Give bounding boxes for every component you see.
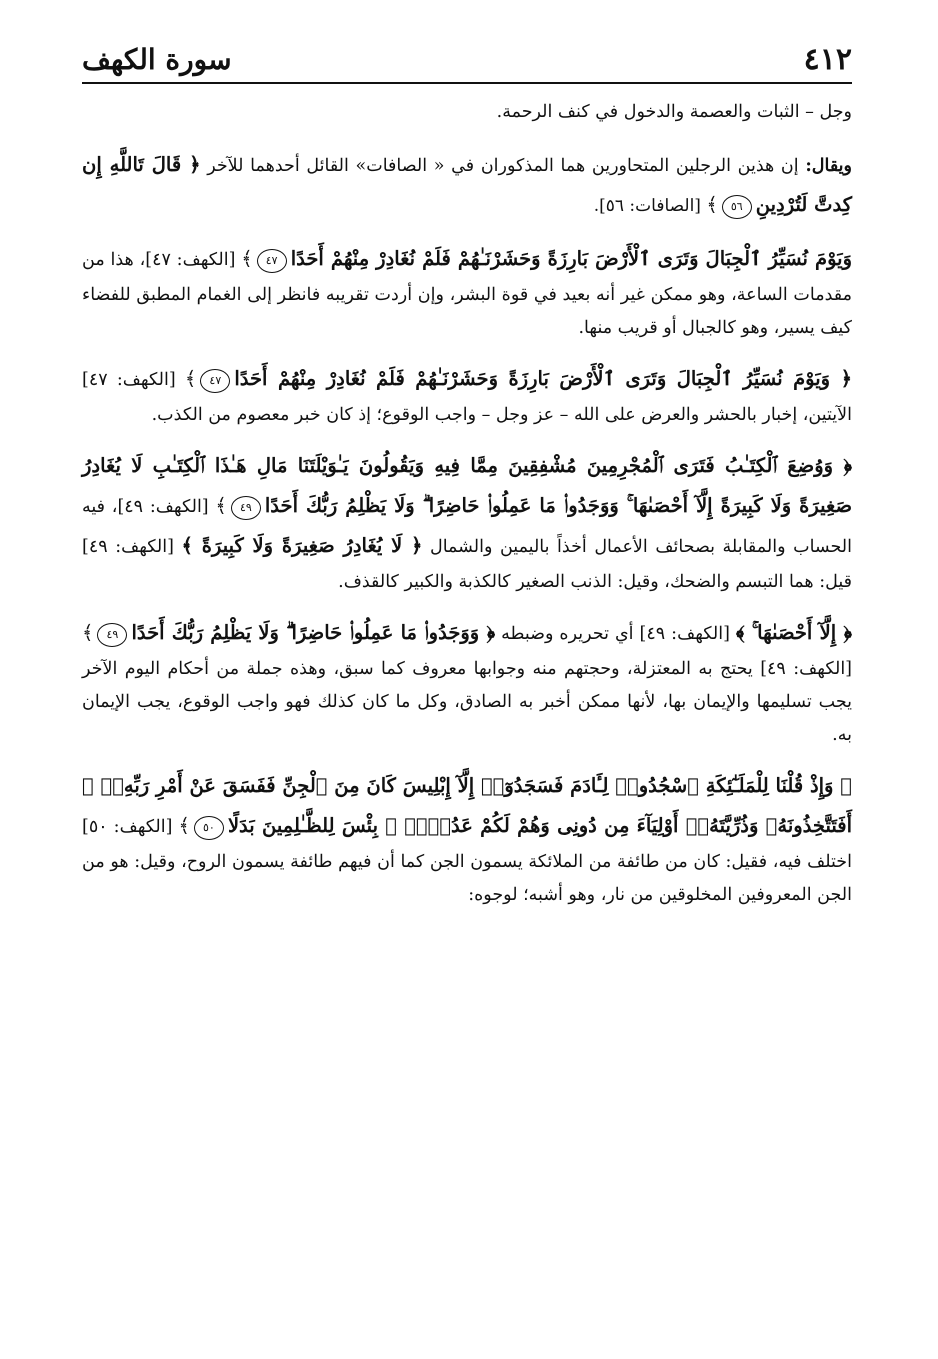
- paragraph-text: [الكهف: ٤٩] قيل: هما التبسم والضحك، وقيل: الذنب الصغير كالكذبة والكبير كالقذف.: [82, 537, 852, 592]
- quran-verse: ﴿ وَإِذْ قُلْنَا لِلْمَلَـٰٓئِكَةِ ٱسْجُدُوا۟ لِـَٔادَمَ فَسَجَدُوٓا۟ إِلَّآ إِبْلِيسَ كَانَ مِنَ ٱلْجِنِّ فَفَسَقَ عَنْ أَمْرِ رَبِّهِۦٓ ۗ أَفَتَتَّخِذُونَهُۥ وَذُرِّيَّتَهُۥٓ أَوْلِيَآءَ مِن دُونِى وَهُمْ لَكُمْ عَدُوٌّۢ ۚ بِئْسَ لِلظَّـٰلِمِينَ بَدَلًا: [82, 774, 853, 837]
- page-body: [82, 96, 852, 912]
- quran-verse-inline: ﴿ لَا يُغَادِرُ صَغِيرَةً وَلَا كَبِيرَةً ﴾: [181, 534, 423, 557]
- verse-close-bracket: ﴾: [241, 247, 253, 270]
- verse-number-marker: ٥٠: [194, 816, 224, 840]
- page-number: ٤١٢: [803, 42, 852, 77]
- verse-number-marker: ٥٦: [722, 195, 752, 219]
- paragraph-text: وجل – الثبات والعصمة والدخول في كنف الرحمة.: [496, 102, 852, 122]
- verse-close-bracket: ﴾: [184, 367, 197, 390]
- paragraph-text: [الكهف: ٤٩] أي تحريره وضبطه: [495, 624, 736, 644]
- verse-reference: [الصافات: ٥٦].: [593, 196, 707, 216]
- paragraph-text: [الكهف: ٤٧]، هذا من مقدمات الساعة، وهو ممكن غير أنه بعيد في قوة البشر، وإن أردت تقريبه فانظر إلى الغمام المطبق للفضاء كيف يسير، وهو كالجبال أو قريب منها.: [82, 250, 852, 338]
- verse-number-marker: ٤٧: [200, 369, 230, 393]
- quran-verse: ﴿ وَيَوْمَ نُسَيِّرُ ٱلْجِبَالَ وَتَرَى ٱلْأَرْضَ بَارِزَةً وَحَشَرْنَـٰهُمْ فَلَمْ نُغَادِرْ مِنْهُمْ أَحَدًا: [234, 367, 852, 390]
- paragraph-text: [الكهف: ٤٩]، فيه الحساب والمقابلة بصحائف الأعمال أخذاً باليمين والشمال: [82, 497, 852, 557]
- paragraph-text: [الكهف: ٥٠] اختلف فيه، فقيل: كان من طائفة من الملائكة يسمون الجن كما أن فيهم طائفة يسمون الروح، وقيل: هو من الجن المعروفين المخلوقين من نار، وهو أشبه؛ لوجوه:: [82, 817, 852, 905]
- paragraph-text: [الكهف: ٤٩] يحتج به المعتزلة، وحجتهم منه وجوابها معروف كما سبق، وهذه جملة من أحكام اليوم الآخر يجب تسليمها والإيمان بها، لأنها ممكن أخبر به الصادق، وكل ما كان كذلك فهو واجب الوقوع، يجب الإيمان به.: [82, 659, 853, 745]
- quran-verse: ﴿ قَالَ تَاللَّهِ إِن كِدتَّ لَتُرْدِينِ: [82, 153, 852, 216]
- paragraph-verse-47-a: [82, 239, 852, 345]
- paragraph-text: [الكهف: ٤٧] الآيتين، إخبار بالحشر والعرض على الله – عز وجل – واجب الوقوع؛ إذ كان خبر معصوم من الكذب.: [82, 370, 852, 425]
- quran-verse: وَيَوْمَ نُسَيِّرُ ٱلْجِبَالَ وَتَرَى ٱلْأَرْضَ بَارِزَةً وَحَشَرْنَـٰهُمْ فَلَمْ نُغَادِرْ مِنْهُمْ أَحَدًا: [290, 247, 852, 270]
- verse-number-marker: ٤٩: [231, 496, 261, 520]
- paragraph-saffat: [82, 145, 852, 225]
- verse-close-bracket: ﴾: [706, 193, 718, 216]
- paragraph-verse-50: [82, 766, 852, 912]
- paragraph-continuation: [82, 96, 852, 129]
- paragraph-verse-49-b: [82, 613, 852, 752]
- paragraph-text: إن هذين الرجلين المتحاورين هما المذكوران في « الصافات» القائل أحدهما للآخر: [200, 156, 806, 176]
- verse-close-bracket: ﴾: [82, 621, 94, 644]
- page-header: [82, 30, 852, 84]
- quran-verse-inline: ﴿ وَوَجَدُوا۟ مَا عَمِلُوا۟ حَاضِرًا ۗ وَلَا يَظْلِمُ رَبُّكَ أَحَدًا: [131, 621, 496, 644]
- paragraph-verse-49-a: [82, 446, 852, 599]
- quran-verse: ﴿ وَوُضِعَ ٱلْكِتَـٰبُ فَتَرَى ٱلْمُجْرِمِينَ مُشْفِقِينَ مِمَّا فِيهِ وَيَقُولُونَ يَـٰوَيْلَتَنَا مَالِ هَـٰذَا ٱلْكِتَـٰبِ لَا يُغَادِرُ صَغِيرَةً وَلَا كَبِيرَةً إِلَّآ أَحْصَىٰهَا ۚ وَوَجَدُوا۟ مَا عَمِلُوا۟ حَاضِرًا ۗ وَلَا يَظْلِمُ رَبُّكَ أَحَدًا: [82, 454, 852, 517]
- verse-number-marker: ٤٧: [257, 249, 287, 273]
- book-page: [82, 30, 852, 926]
- paragraph-verse-47-b: [82, 359, 852, 432]
- verse-number-marker: ٤٩: [97, 623, 127, 647]
- verse-close-bracket: ﴾: [178, 814, 190, 837]
- quran-verse: ﴿ إِلَّآ أَحْصَىٰهَا ۚ ﴾: [735, 621, 852, 644]
- verse-close-bracket: ﴾: [215, 494, 227, 517]
- lead-word: ويقال:: [805, 156, 852, 176]
- surah-title: سورة الكهف: [82, 43, 232, 76]
